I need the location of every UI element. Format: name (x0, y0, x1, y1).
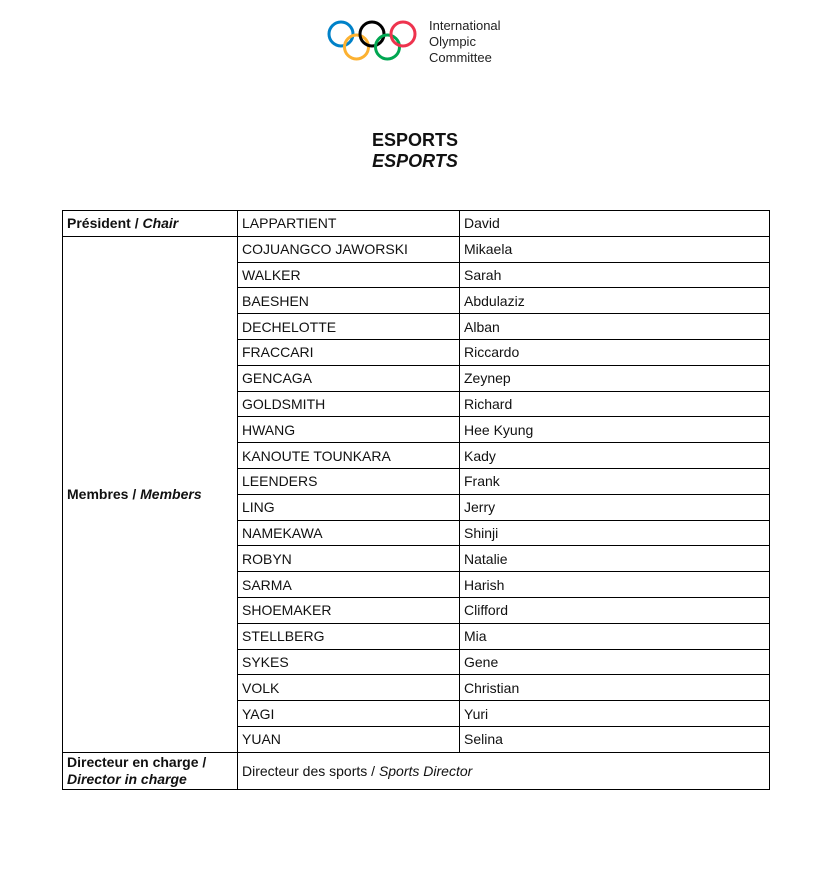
page-title: ESPORTS (371, 130, 459, 150)
member-last-name: NAMEKAWA (238, 520, 460, 546)
members-label-en: Members (140, 486, 202, 503)
director-value-cell (238, 752, 770, 789)
yellow-ring (345, 35, 369, 59)
member-first-name: Abdulaziz (460, 288, 770, 314)
member-first-name: Sarah (460, 262, 770, 288)
member-last-name: WALKER (238, 262, 460, 288)
member-first-name: Mikaela (460, 236, 770, 262)
member-last-name: ROBYN (238, 546, 460, 572)
olympic-rings-logo (326, 19, 418, 65)
member-last-name: YAGI (238, 701, 460, 727)
org-line: Committee (429, 50, 492, 65)
member-last-name: KANOUTE TOUNKARA (238, 443, 460, 469)
member-first-name: Alban (460, 314, 770, 340)
chair-first-name: David (460, 211, 770, 237)
chair-row (63, 211, 770, 237)
chair-last-name: LAPPARTIENT (238, 211, 460, 237)
organization-name (429, 18, 501, 66)
member-first-name: Zeynep (460, 365, 770, 391)
member-last-name: STELLBERG (238, 623, 460, 649)
member-last-name: BAESHEN (238, 288, 460, 314)
member-first-name: Kady (460, 443, 770, 469)
member-last-name: FRACCARI (238, 339, 460, 365)
member-last-name: HWANG (238, 417, 460, 443)
member-first-name: Frank (460, 468, 770, 494)
document-header (0, 0, 830, 80)
member-first-name: Riccardo (460, 339, 770, 365)
member-last-name: LING (238, 494, 460, 520)
member-first-name: Hee Kyung (460, 417, 770, 443)
member-first-name: Gene (460, 649, 770, 675)
member-first-name: Clifford (460, 597, 770, 623)
org-line: Olympic (429, 34, 476, 49)
chair-label-fr: Président / (67, 215, 143, 232)
director-value-fr: Directeur des sports / (242, 762, 379, 779)
member-first-name: Jerry (460, 494, 770, 520)
director-value-en: Sports Director (378, 762, 473, 779)
chair-label-en: Chair (142, 215, 179, 232)
green-ring (376, 35, 400, 59)
commission-table (62, 210, 770, 790)
member-first-name: Richard (460, 391, 770, 417)
member-first-name: Selina (460, 726, 770, 752)
member-last-name: SYKES (238, 649, 460, 675)
member-last-name: COJUANGCO JAWORSKI (238, 236, 460, 262)
member-last-name: DECHELOTTE (238, 314, 460, 340)
blue-ring (329, 22, 353, 46)
member-last-name: SHOEMAKER (238, 597, 460, 623)
director-label-cell (63, 752, 238, 789)
member-first-name: Shinji (460, 520, 770, 546)
director-label-en: Director in charge (67, 770, 187, 787)
member-first-name: Harish (460, 572, 770, 598)
member-first-name: Mia (460, 623, 770, 649)
member-last-name: GENCAGA (238, 365, 460, 391)
member-first-name: Christian (460, 675, 770, 701)
page-title-italic: ESPORTS (372, 151, 458, 171)
member-last-name: VOLK (238, 675, 460, 701)
black-ring (360, 22, 384, 46)
members-label-fr: Membres / (67, 486, 141, 503)
member-row (63, 236, 770, 262)
member-last-name: LEENDERS (238, 468, 460, 494)
member-first-name: Natalie (460, 546, 770, 572)
member-first-name: Yuri (460, 701, 770, 727)
director-label-fr: Directeur en charge / (67, 753, 207, 770)
director-row (63, 752, 770, 789)
member-last-name: GOLDSMITH (238, 391, 460, 417)
chair-label-cell (63, 211, 238, 237)
member-last-name: SARMA (238, 572, 460, 598)
org-line: International (429, 18, 501, 33)
members-label-cell (63, 236, 238, 752)
member-last-name: YUAN (238, 726, 460, 752)
red-ring (391, 22, 415, 46)
